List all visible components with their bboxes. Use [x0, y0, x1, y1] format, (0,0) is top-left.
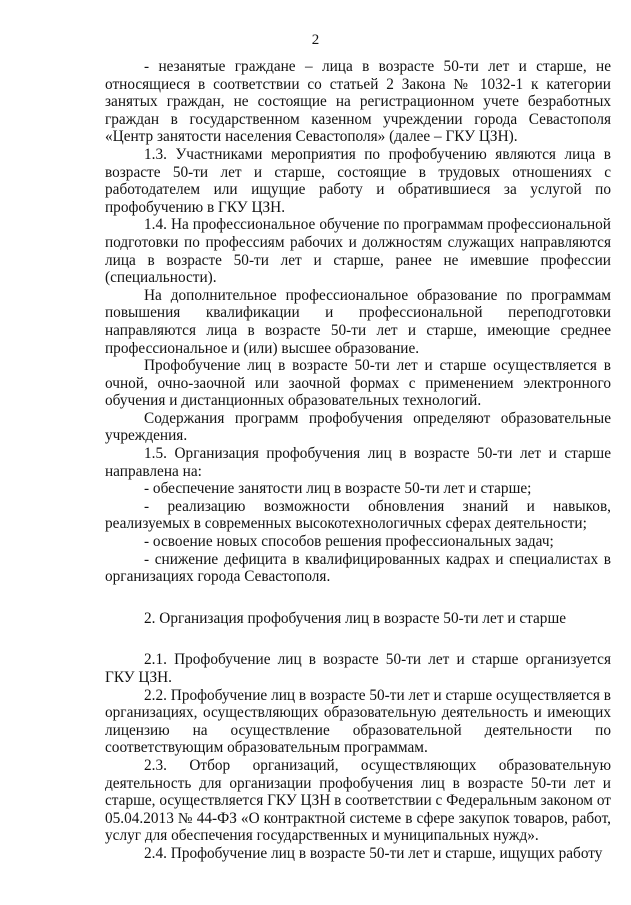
paragraph-program-content: Содержания программ профобучения определяют образовательные учреждения. [105, 409, 611, 445]
section-heading: 2. Организация профобучения лиц в возрасте 50-ти лет и старше [144, 609, 567, 627]
page-number: 2 [311, 32, 320, 48]
paragraph-2-4: 2.4. Профобучение лиц в возрасте 50-ти лет и старше, ищущих работу [144, 844, 603, 862]
list-item-deficit-reduction: - снижение дефицита в квалифицированных кадрах и специалистах в организациях города Севастополя. [105, 550, 611, 586]
list-item-new-methods: - освоение новых способов решения профессиональных задач; [144, 533, 554, 551]
paragraph-1-3: 1.3. Участниками мероприятия по профобучению являются лица в возрасте 50-ти лет и старше, состоящие в трудовых отношениях с работодателем или ищущие работу и обратившиеся за услугой по профобучению в ГКУ ЦЗН. [105, 145, 611, 216]
paragraph-2-3: 2.3. Отбор организаций, осуществляющих образовательную деятельность для организации профобучения лиц в возрасте 50-ти лет и старше, осуществляется ГКУ ЦЗН в соответствии с Федеральным законом от 05.04.2013 № 44-ФЗ «О контрактной системе в сфере закупок товаров, работ, услуг для обеспечения государственных и муниципальных нужд». [105, 756, 611, 845]
paragraph-training-forms: Профобучение лиц в возрасте 50-ти лет и старше осуществляется в очной, очно-заочной или заочной формах с применением электронного обучения и дистанционных образовательных технологий. [105, 357, 611, 410]
paragraph-additional-education: На дополнительное профессиональное образование по программам повышения квалификации и профессиональной переподготовки направляются лица в возрасте 50-ти лет и старше, имеющие среднее профессиональное и (или) высшее образование. [105, 286, 611, 357]
paragraph-1-5: 1.5. Организация профобучения лиц в возрасте 50-ти лет и старше направлена на: [105, 445, 611, 480]
paragraph-1-4: 1.4. На профессиональное обучение по программам профессиональной подготовки по профессиям рабочих и должностям служащих направляются лица в возрасте 50-ти лет и старше, ранее не имевшие профессии (специальности). [105, 216, 611, 287]
paragraph-unemployed-definition: - незанятые граждане – лица в возрасте 50-ти лет и старше, не относящиеся в соответствии со статьей 2 Закона № 1032-1 к категории занятых граждан, не состоящие на регистрационном учете безработных граждан в государственном казенном учреждении города Севастополя «Центр занятости населения Севастополя» (далее – ГКУ ЦЗН). [105, 58, 611, 146]
document-body [105, 58, 611, 863]
list-item-knowledge-update: - реализацию возможности обновления знаний и навыков, реализуемых в современных высокотехнологичных сферах деятельности; [105, 497, 611, 533]
list-item-employment: - обеспечение занятости лиц в возрасте 50-ти лет и старше; [144, 480, 532, 498]
paragraph-2-2: 2.2. Профобучение лиц в возрасте 50-ти лет и старше осуществляется в организациях, осуществляющих образовательную деятельность и имеющих лицензию на осуществление образовательной деятельности по соответствующим образовательным программам. [105, 686, 611, 757]
paragraph-2-1: 2.1. Профобучение лиц в возрасте 50-ти лет и старше организуется ГКУ ЦЗН. [105, 651, 611, 686]
